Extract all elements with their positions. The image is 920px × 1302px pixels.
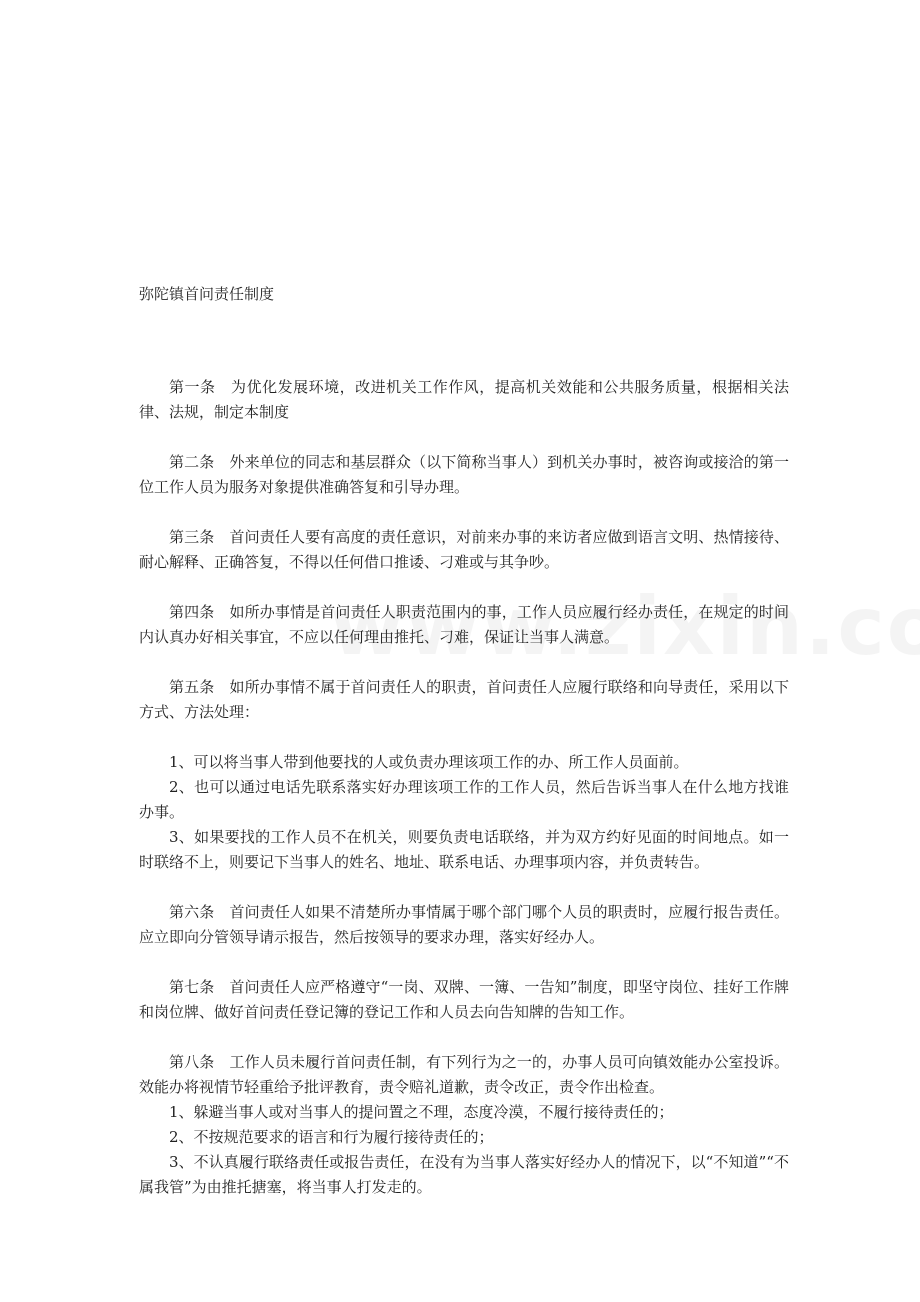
paragraph-gap [139,425,789,450]
article-8-item-1: 1、躲避当事人或对当事人的提问置之不理，态度冷漠，不履行接待责任的； [169,1103,674,1121]
article-8: 第八条 工作人员未履行首问责任制，有下列行为之一的，办事人员可向镇效能办公室投诉。效能办将视情节轻重给予批评教育，责令赔礼道歉，责令改正，责令作出检查。 [139,1053,789,1096]
article-4: 第四条 如所办事情是首问责任人职责范围内的事，工作人员应履行经办责任，在规定的时间内认真办好相关事宜，不应以任何理由推托、刁难，保证让当事人满意。 [139,603,789,646]
article-2: 第二条 外来单位的同志和基层群众（以下简称当事人）到机关办事时，被咨询或接洽的第一位工作人员为服务对象提供准确答复和引导办理。 [139,453,789,496]
article-6: 第六条 首问责任人如果不清楚所办事情属于哪个部门哪个人员的职责时，应履行报告责任。应立即向分管领导请示报告，然后按领导的要求办理，落实好经办人。 [139,903,789,946]
article-8-item-2: 2、不按规范要求的语言和行为履行接待责任的； [169,1128,494,1146]
paragraph-gap [139,500,789,525]
paragraph-gap [139,650,789,675]
article-1: 第一条 为优化发展环境，改进机关工作作风，提高机关效能和公共服务质量，根据相关法律、法规，制定本制度 [139,378,789,421]
article-5: 第五条 如所办事情不属于首问责任人的职责，首问责任人应履行联络和向导责任，采用以下方式、方法处理： [139,678,789,721]
article-5-item-2: 2、也可以通过电话先联系落实好办理该项工作的工作人员，然后告诉当事人在什么地方找谁办事。 [139,778,789,821]
document-title: 弥陀镇首问责任制度 [139,285,275,303]
paragraph-gap [139,875,789,900]
article-5-item-1: 1、可以将当事人带到他要找的人或负责办理该项工作的办、所工作人员面前。 [169,753,689,771]
article-8-item-3: 3、不认真履行联络责任或报告责任，在没有为当事人落实好经办人的情况下，以“不知道”“不属我管”为由推托搪塞，将当事人打发走的。 [139,1153,789,1196]
article-5-item-3: 3、如果要找的工作人员不在机关，则要负责电话联络，并为双方约好见面的时间地点。如一时联络不上，则要记下当事人的姓名、地址、联系电话、办理事项内容，并负责转告。 [139,828,789,871]
paragraph-gap [139,950,789,975]
paragraph-gap [139,1025,789,1050]
article-7: 第七条 首问责任人应严格遵守“一岗、双牌、一簿、一告知”制度，即坚守岗位、挂好工作牌和岗位牌、做好首问责任登记簿的登记工作和人员去向告知牌的告知工作。 [139,978,789,1021]
article-3: 第三条 首问责任人要有高度的责任意识，对前来办事的来访者应做到语言文明、热情接待、耐心解释、正确答复，不得以任何借口推诿、刁难或与其争吵。 [139,528,789,571]
document-body [139,375,789,1200]
paragraph-gap [139,575,789,600]
paragraph-gap [139,725,789,750]
